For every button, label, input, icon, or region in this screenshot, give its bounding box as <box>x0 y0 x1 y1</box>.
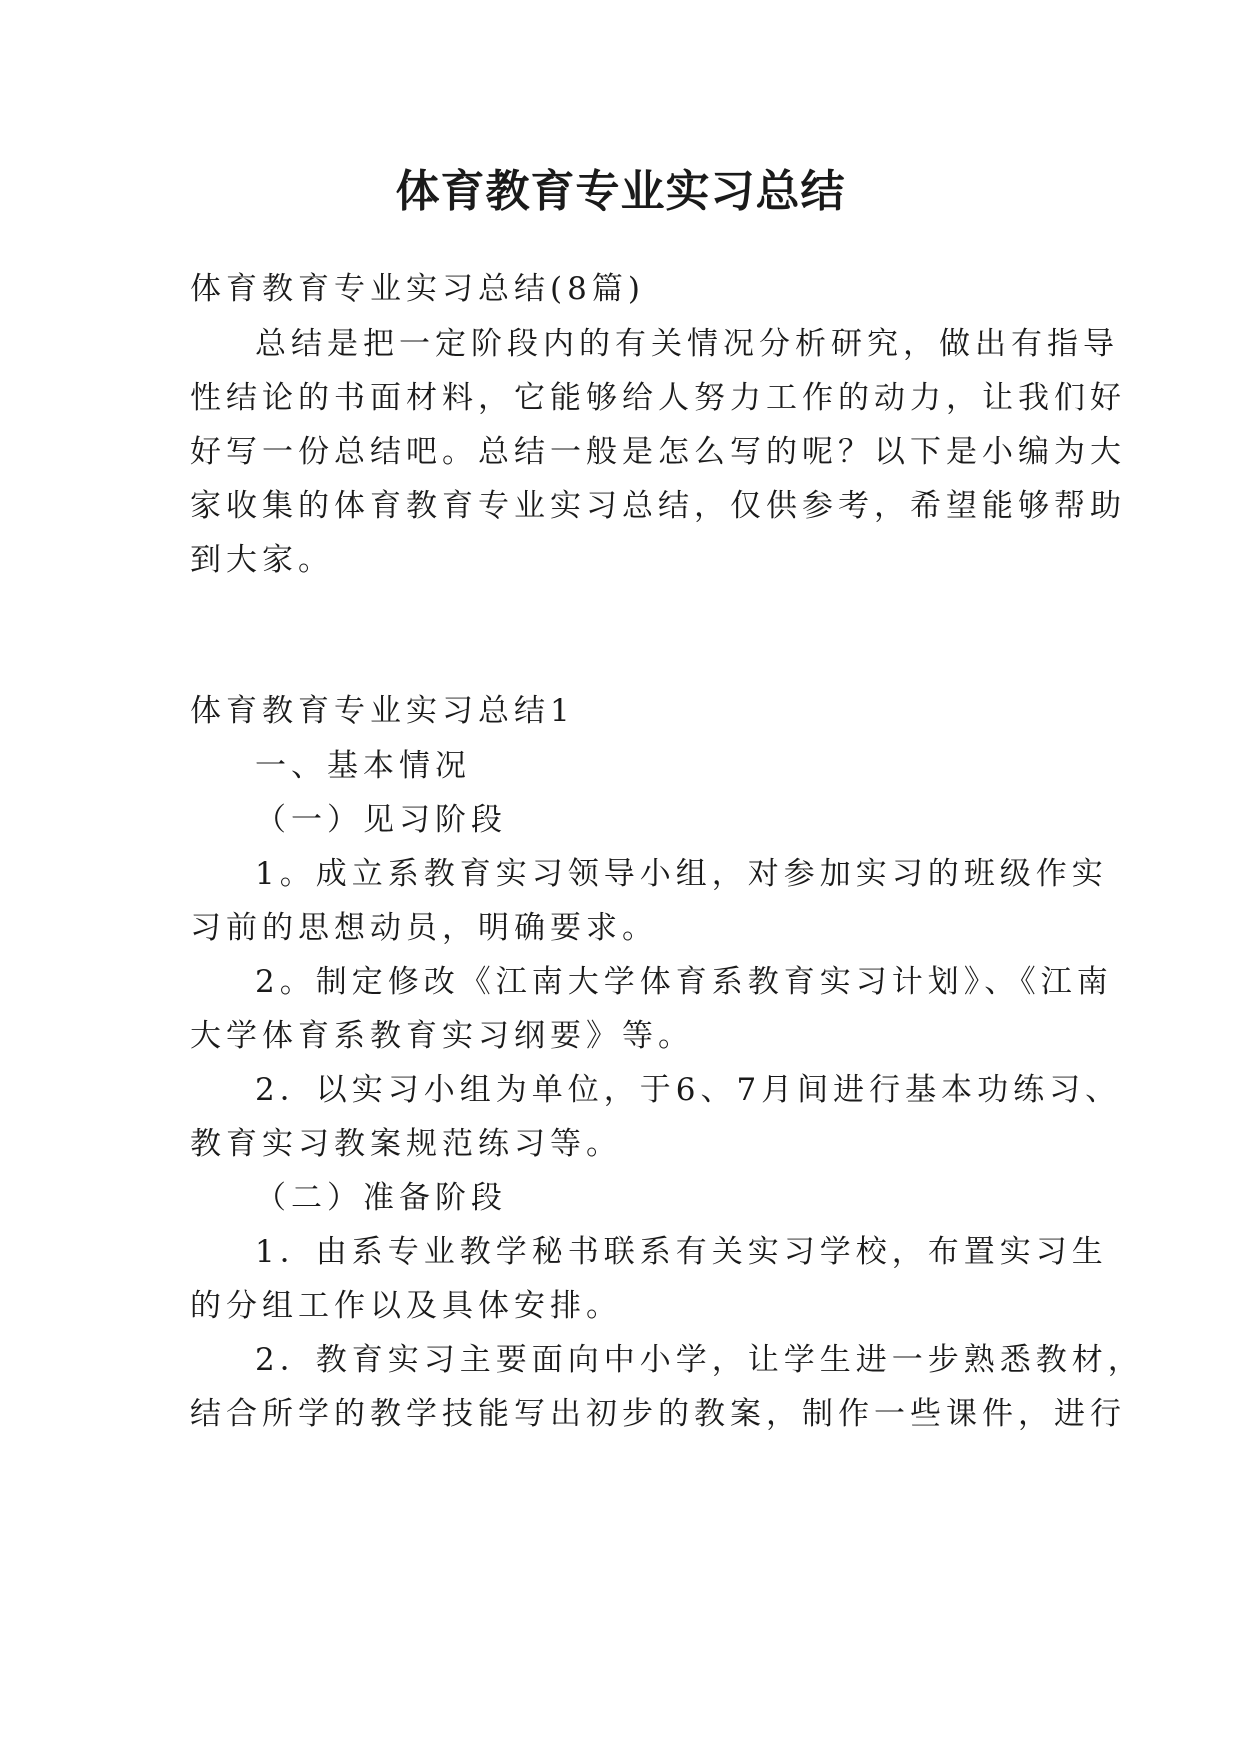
body-line: 大学体育系教育实习纲要》等。 <box>190 1018 694 1054</box>
intro-line: 好写一份总结吧。总结一般是怎么写的呢？以下是小编为大 <box>190 434 1126 470</box>
intro-line: 性结论的书面材料，它能够给人努力工作的动力，让我们好 <box>190 380 1126 416</box>
body-line: 习前的思想动员，明确要求。 <box>190 910 658 946</box>
intro-line: 到大家。 <box>190 542 334 578</box>
document-subtitle: 体育教育专业实习总结(8篇) <box>190 271 645 307</box>
body-line: 的分组工作以及具体安排。 <box>190 1288 622 1324</box>
body-line: 2．教育实习主要面向中小学，让学生进一步熟悉教材， <box>255 1342 1144 1378</box>
heading-basic-situation: 一、基本情况 <box>255 748 471 784</box>
body-line: 2。制定修改《江南大学体育系教育实习计划》、《江南 <box>255 964 1113 1000</box>
section-title: 体育教育专业实习总结1 <box>190 693 575 729</box>
intro-line: 总结是把一定阶段内的有关情况分析研究，做出有指导 <box>255 326 1119 362</box>
body-line: 1。成立系教育实习领导小组，对参加实习的班级作实 <box>255 856 1108 892</box>
heading-preparation-stage: （二）准备阶段 <box>255 1180 507 1216</box>
document-title: 体育教育专业实习总结 <box>395 166 846 217</box>
body-line: 2．以实习小组为单位，于6、7月间进行基本功练习、 <box>255 1072 1122 1108</box>
heading-observation-stage: （一）见习阶段 <box>255 802 507 838</box>
body-line: 教育实习教案规范练习等。 <box>190 1126 622 1162</box>
intro-line: 家收集的体育教育专业实习总结，仅供参考，希望能够帮助 <box>190 488 1126 524</box>
body-line: 1．由系专业教学秘书联系有关实习学校，布置实习生 <box>255 1234 1108 1270</box>
body-line: 结合所学的教学技能写出初步的教案，制作一些课件，进行 <box>190 1396 1126 1432</box>
